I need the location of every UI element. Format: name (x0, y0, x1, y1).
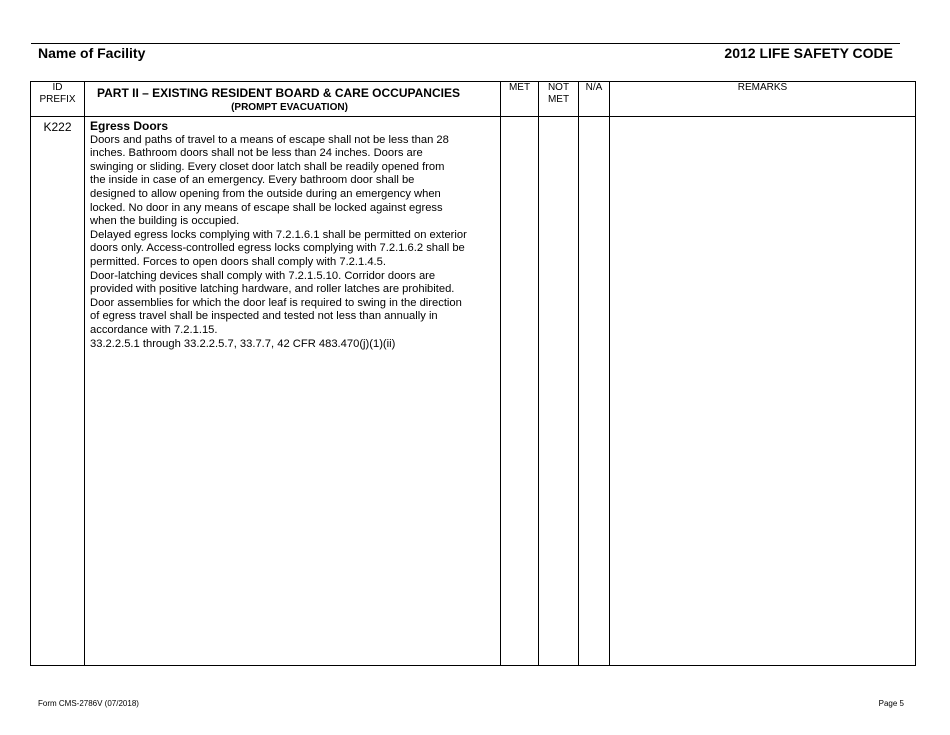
survey-table (30, 81, 916, 666)
regulation-line: inches. Bathroom doors shall not be less than 24 inches. Doors are (90, 147, 423, 160)
table-row (31, 117, 916, 666)
part-title: PART II – EXISTING RESIDENT BOARD & CARE OCCUPANCIES (97, 86, 460, 100)
header-rule (31, 43, 900, 44)
regulation-line: 33.2.2.5.1 through 33.2.2.5.7, 33.7.7, 42 CFR 483.470(j)(1)(ii) (90, 337, 396, 350)
regulation-cell (85, 117, 501, 666)
regulation-line: designed to allow opening from the outside during an emergency when (90, 187, 441, 200)
regulation-text (90, 134, 496, 352)
regulation-line: accordance with 7.2.1.15. (90, 323, 218, 336)
regulation-line: Doors and paths of travel to a means of escape shall not be less than 28 (90, 133, 449, 146)
regulation-line: Door-latching devices shall comply with 7.2.1.5.10. Corridor doors are (90, 269, 436, 282)
not-met-cell[interactable] (539, 117, 579, 666)
regulation-line: when the building is occupied. (90, 215, 240, 228)
not-met-header-line1: NOT (547, 82, 570, 93)
remarks-header-label: REMARKS (737, 82, 788, 93)
id-prefix-header (31, 82, 85, 117)
code-title: 2012 LIFE SAFETY CODE (724, 45, 893, 61)
part-subtitle: (PROMPT EVACUATION) (231, 102, 348, 113)
id-header-line2: PREFIX (39, 94, 76, 105)
id-prefix-cell: K222 (31, 117, 85, 666)
regulation-line: locked. No door in any means of escape shall be locked against egress (90, 201, 443, 214)
regulation-line: doors only. Access-controlled egress locks complying with 7.2.1.6.2 shall be (90, 242, 465, 255)
regulation-line: of egress travel shall be inspected and tested not less than annually in (90, 310, 438, 323)
part-header (85, 82, 501, 117)
not-met-header-line2: MET (547, 94, 570, 105)
table-header-row (31, 82, 916, 117)
remarks-cell[interactable] (610, 117, 916, 666)
met-header-label: MET (508, 82, 531, 93)
id-header-line1: ID (52, 82, 63, 93)
regulation-line: Door assemblies for which the door leaf is required to swing in the direction (90, 296, 462, 309)
regulation-line: provided with positive latching hardware, and roller latches are prohibited. (90, 283, 455, 296)
regulation-line: swinging or sliding. Every closet door latch shall be readily opened from (90, 160, 445, 173)
regulation-line: permitted. Forces to open doors shall comply with 7.2.1.4.5. (90, 255, 386, 268)
facility-name-label: Name of Facility (38, 45, 146, 61)
form-number: Form CMS-2786V (07/2018) (38, 699, 139, 708)
remarks-header (610, 82, 916, 117)
regulation-line: Delayed egress locks complying with 7.2.1.6.1 shall be permitted on exterior (90, 228, 467, 241)
regulation-title: Egress Doors (90, 119, 169, 133)
na-header (579, 82, 610, 117)
page-number: Page 5 (878, 699, 904, 708)
met-cell[interactable] (501, 117, 539, 666)
regulation-line: the inside in case of an emergency. Every bathroom door shall be (90, 174, 415, 187)
na-header-label: N/A (585, 82, 603, 93)
na-cell[interactable] (579, 117, 610, 666)
met-header (501, 82, 539, 117)
not-met-header (539, 82, 579, 117)
